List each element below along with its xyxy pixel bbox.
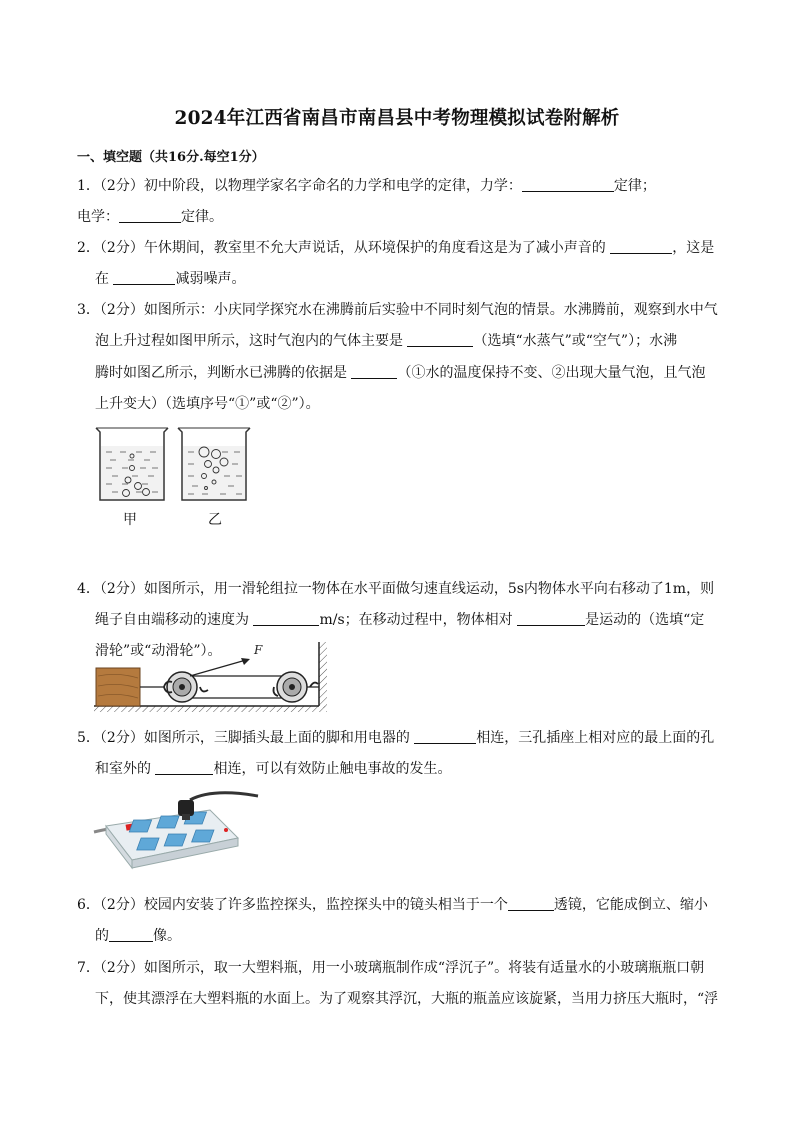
question-7-line-1: 7．（2分）如图所示，取一大塑料瓶，用一小玻璃瓶制作成“浮沉子”。将装有适量水的小玻璃瓶瓶口朝 [77,960,705,976]
question-4-line-3: 滑轮”或“动滑轮”）。 [95,643,222,659]
question-1-line-2 [77,206,223,226]
q4-text-b: m/s；在移动过程中，物体相对 [319,612,513,628]
page-title: 2024年江西省南昌市南昌县中考物理模拟试卷附解析 [174,108,620,129]
q1-text-a: 1．（2分）初中阶段，以物理学家名字命名的力学和电学的定律，力学： [77,178,522,194]
q2-text-c: 在 [95,271,109,287]
q4-blank-2[interactable] [517,611,585,626]
q5-text-d: 相连，可以有效防止触电事故的发生。 [213,761,452,777]
question-7-line-2: 下，使其漂浮在大塑料瓶的水面上。为了观察其浮沉，大瓶的瓶盖应该旋紧，当用力挤压大瓶时，“浮 [95,991,719,1007]
question-2-line-1 [77,237,714,257]
q5-blank-2[interactable] [155,760,213,775]
q6-text-d: 像。 [153,928,181,944]
q2-text-d: 减弱噪声。 [175,271,246,287]
q1-blank-2[interactable] [119,208,181,223]
power-strip-figure [92,786,262,870]
q3-blank-2[interactable] [351,364,397,379]
q3-text-d: （①水的温度保持不变、②出现大量气泡，且气泡 [397,365,706,381]
q5-blank-1[interactable] [414,729,476,744]
figure-label-jia: 甲 [123,512,137,528]
question-4-line-2 [95,609,704,629]
q6-text-a: 6．（2分）校园内安装了许多监控探头，监控探头中的镜头相当于一个 [77,897,508,913]
q4-text-a: 绳子自由端移动的速度为 [95,612,249,628]
q3-text-a: 泡上升过程如图甲所示，这时气泡内的气体主要是 [95,333,403,349]
wooden-block [96,668,140,706]
q1-text-b: 定律； [613,178,656,194]
question-6-line-1 [77,894,708,914]
q1-blank-1[interactable] [522,177,614,192]
q4-text-c: 是运动的（选填“定 [585,612,705,628]
q5-text-c: 和室外的 [95,761,151,777]
wall [319,642,327,708]
q2-text-b: ，这是 [672,240,715,256]
q3-text-c: 腾时如图乙所示，判断水已沸腾的依据是 [95,365,347,381]
q6-text-c: 的 [95,928,109,944]
question-3-line-4: 上升变大）（选填序号“①”或“②”）。 [95,396,320,412]
plug-cable [190,793,258,800]
question-3-line-1: 3．（2分）如图所示：小庆同学探究水在沸腾前后实验中不同时刻气泡的情景。水沸腾前，观察到水中气 [77,302,718,318]
q1-text-c: 电学： [77,209,119,225]
question-3-line-2 [95,330,677,350]
q3-blank-1[interactable] [407,332,473,347]
q5-text-b: 相连，三孔插座上相对应的最上面的孔 [476,730,715,746]
q1-text-d: 定律。 [181,209,223,225]
beakers-figure [92,424,252,506]
question-3-line-3 [95,362,705,382]
question-5-line-1 [77,727,714,747]
q3-text-b: （选填“水蒸气”或“空气”）；水沸 [473,333,678,349]
question-4-line-1: 4．（2分）如图所示，用一滑轮组拉一物体在水平面做匀速直线运动，5s内物体水平向右移动了1m，则 [77,581,715,597]
beaker-jia [96,428,168,500]
q2-text-a: 2．（2分）午休期间，教室里不允大声说话，从环境保护的角度看这是为了减小声音的 [77,240,606,256]
q6-blank-1[interactable] [508,896,554,911]
beaker-yi [178,428,250,500]
ground [94,706,327,712]
force-label: F [254,643,263,657]
q4-blank-1[interactable] [253,611,319,626]
figure-label-yi: 乙 [208,512,222,528]
q2-blank-1[interactable] [610,239,672,254]
q6-text-b: 透镜，它能成倒立、缩小 [553,897,708,913]
q5-text-a: 5．（2分）如图所示，三脚插头最上面的脚和用电器的 [77,730,410,746]
pulley-figure [94,640,330,712]
q2-blank-2[interactable] [113,270,175,285]
section-heading: 一、填空题（共16分.每空1分） [77,150,265,165]
question-2-line-2 [95,268,245,288]
question-1-line-1 [77,175,656,195]
question-6-line-2 [95,925,181,945]
question-5-line-2 [95,758,451,778]
force-arrow [190,660,246,676]
q6-blank-2[interactable] [109,927,153,942]
